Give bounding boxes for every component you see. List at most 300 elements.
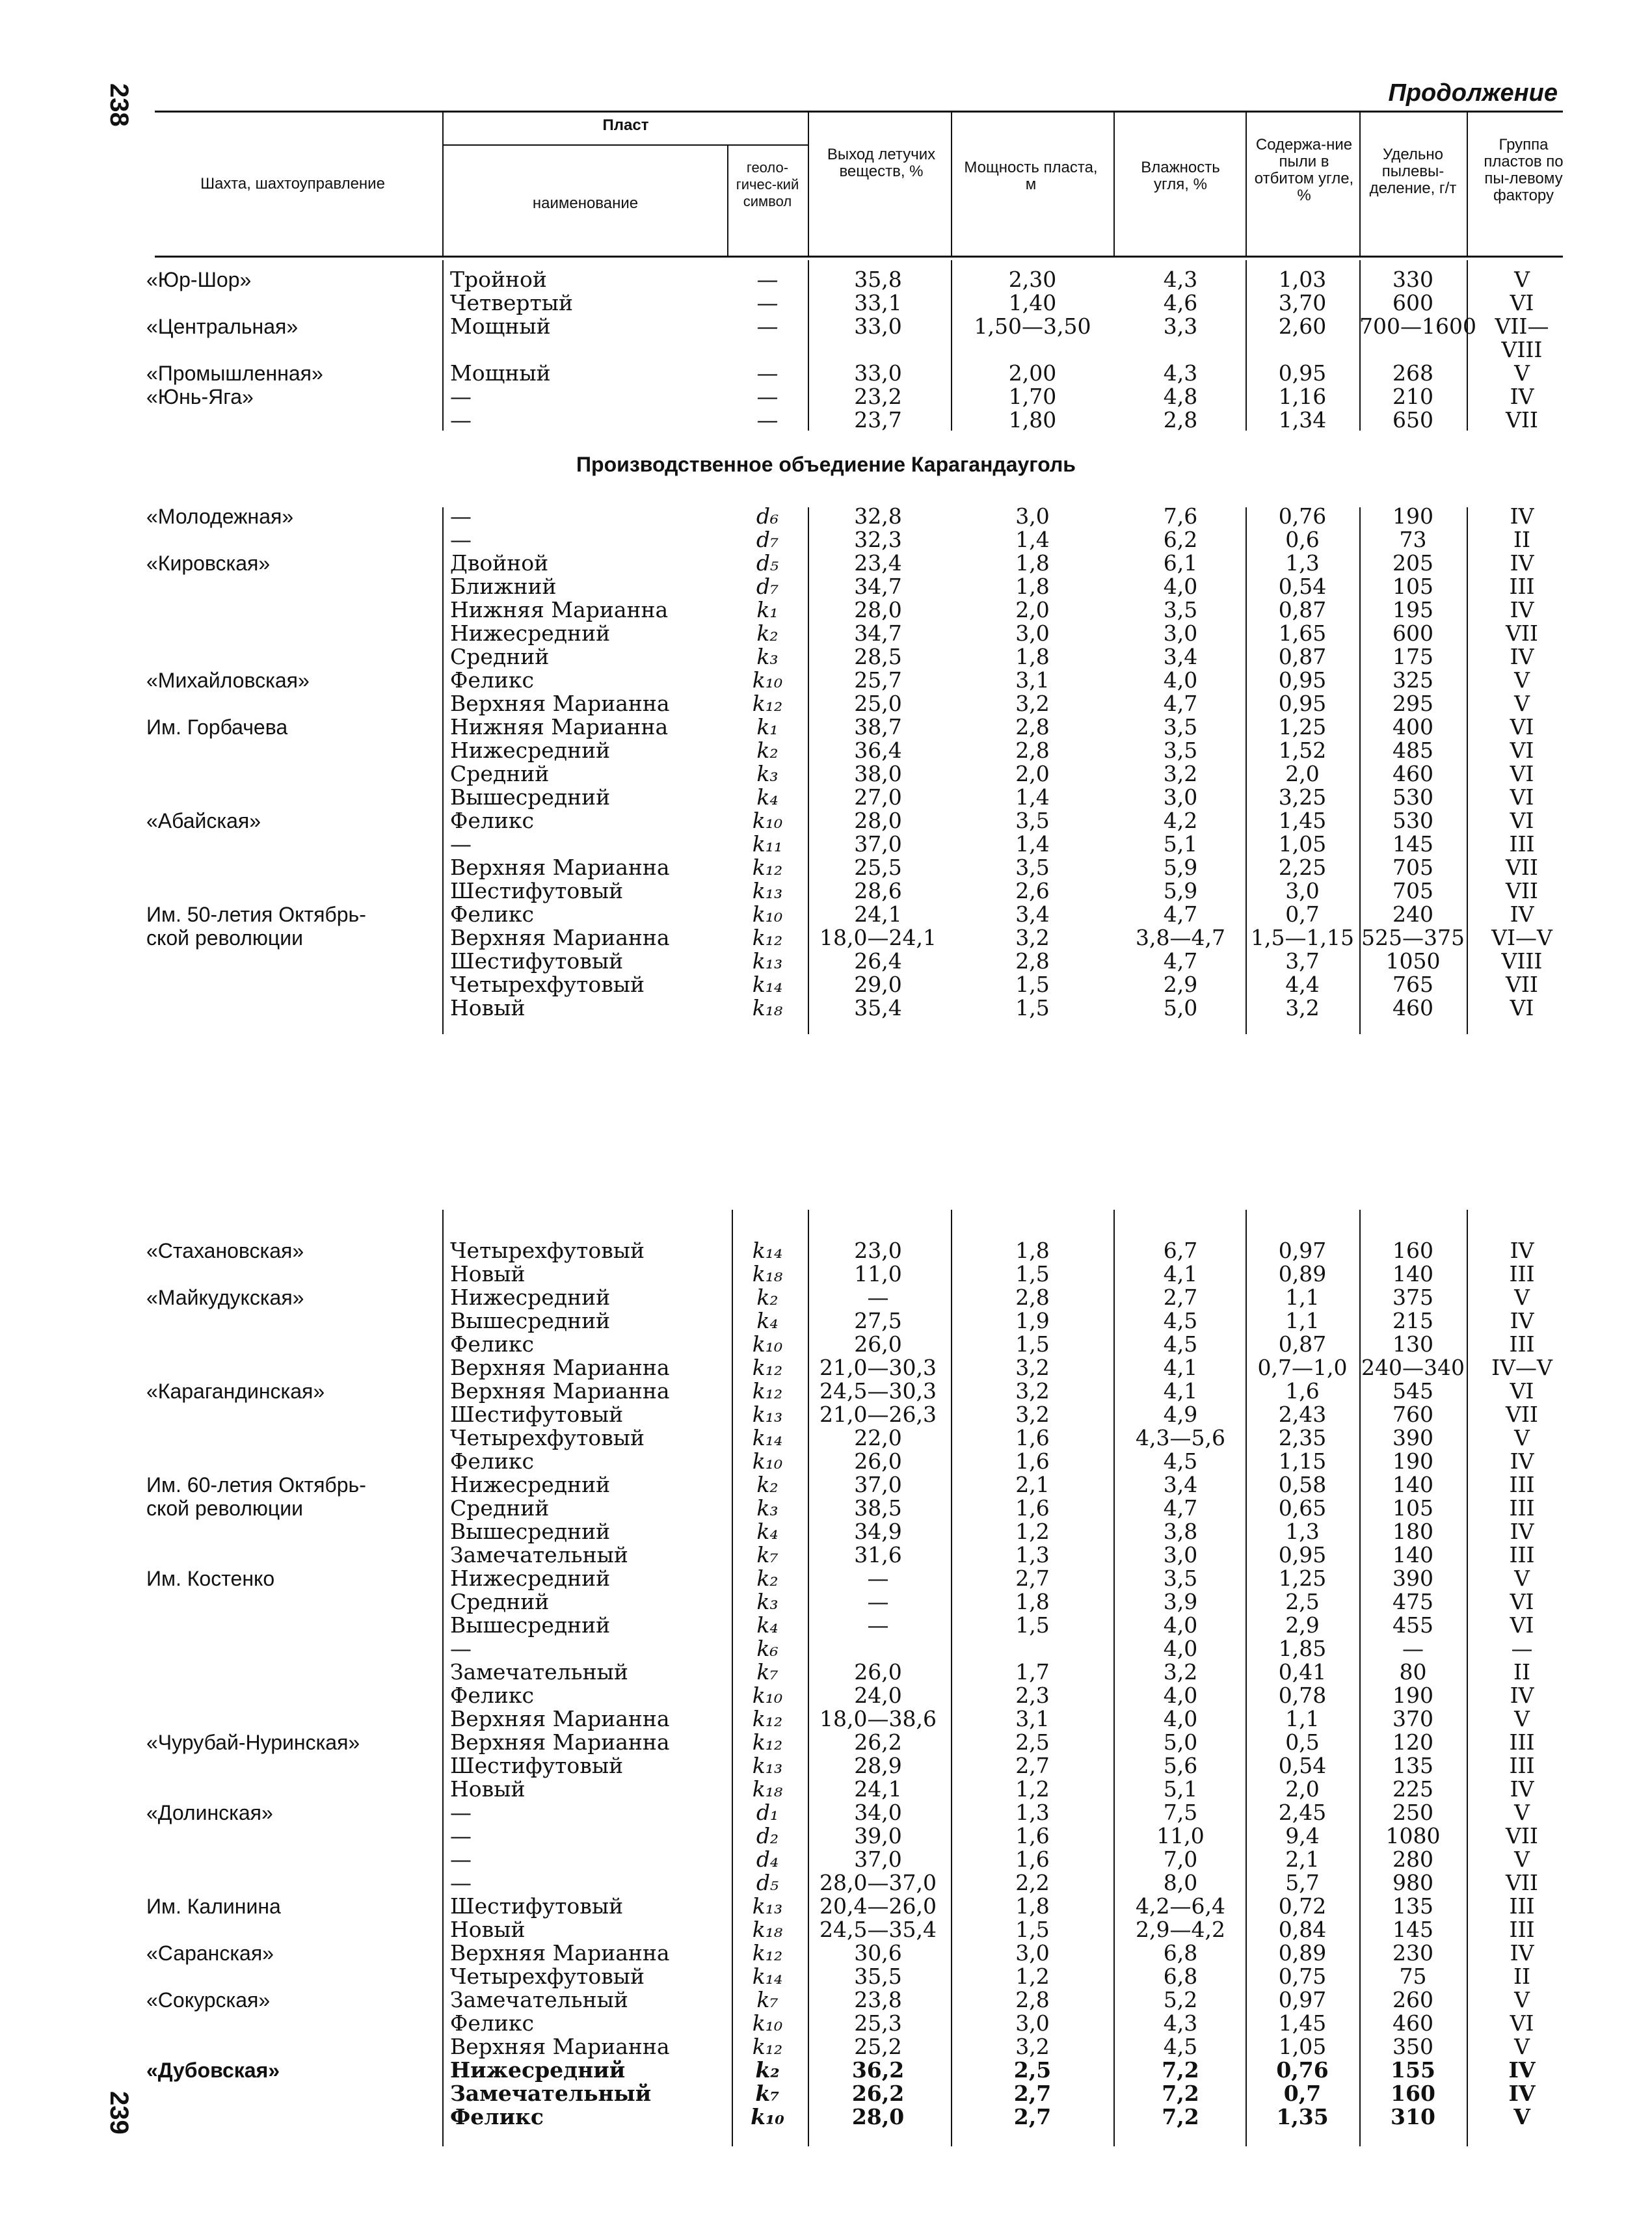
cell-v4: 3,7 [1285,948,1320,974]
cell-name: Шестифутовый [450,948,624,974]
cell-v3: 3,5 [1163,714,1198,740]
cell-v1: 23,0 [854,1238,902,1263]
cell-v5: — [1402,1636,1424,1661]
cell-name: Двойной [450,550,549,576]
cell-v3: 4,0 [1163,1706,1198,1731]
cell-name: Феликс [450,1331,534,1357]
cell-v5: 105 [1392,574,1433,599]
page-number-top: 238 [105,83,133,127]
cell-v3: 4,2 [1163,808,1198,833]
cell-v6: III [1509,1261,1535,1287]
table-row [0,1450,1652,1473]
cell-name: Нижняя Марианна [450,714,669,740]
cell-v6: II [1513,527,1531,552]
cell-v1: 35,5 [854,1964,902,1989]
cell-v4: 0,58 [1278,1472,1327,1497]
cell-v2: 1,5 [1015,995,1050,1020]
cell-v1: 25,3 [854,2010,902,2036]
header-top-rule [155,111,1563,113]
cell-v1: 25,2 [854,2034,902,2059]
cell-v6: IV—V [1491,1355,1552,1380]
cell-shaft: «Стахановская» [146,1239,304,1262]
cell-v5: 160 [1392,1238,1433,1263]
cell-v6: V [1514,1425,1530,1450]
continuation-label: Продолжение [1388,79,1558,107]
cell-v3: 7,5 [1163,1800,1198,1825]
cell-v5: 460 [1392,2010,1433,2036]
table-row [0,1520,1652,1543]
cell-v1: 18,0—24,1 [819,925,937,950]
table-row [0,2105,1652,2129]
cell-v4: 1,25 [1278,714,1327,740]
cell-sym: — [756,267,779,292]
cell-v2: 2,8 [1015,1987,1050,2012]
cell-v5: 280 [1392,1847,1433,1872]
header-geo-symbol: геоло-гичес-кий символ [736,159,799,209]
cell-name: Шестифутовый [450,878,624,903]
cell-sym: k₁₂ [752,855,783,880]
table-row [0,856,1652,879]
cell-v1: 24,5—30,3 [819,1378,937,1404]
cell-v1: 36,4 [854,738,902,763]
header-specific: Удельно пылевы-деление, г/т [1369,146,1457,197]
cell-v1: 25,5 [854,855,902,880]
cell-shaft: Им. Калинина [146,1895,281,1918]
header-moisture: Влажность угля, % [1141,159,1220,193]
cell-v5: 140 [1392,1542,1433,1567]
cell-v1: 24,5—35,4 [819,1917,937,1942]
cell-sym: k₃ [756,1589,779,1614]
cell-name: Четырехфутовый [450,1238,645,1263]
cell-shaft: Им. Горбачева [146,715,288,739]
header-col-divider [1467,111,1468,256]
cell-v3: 4,9 [1163,1402,1198,1427]
cell-shaft: ской революции [146,926,303,950]
cell-name: Новый [450,1776,526,1802]
cell-v1: 28,0 [851,2104,905,2129]
cell-name: Нижесредний [450,738,611,763]
cell-v1: 22,0 [854,1425,902,1450]
table-row [0,762,1652,786]
cell-v6: VI [1510,995,1534,1020]
cell-v3: 3,4 [1163,1472,1198,1497]
cell-sym: k₁₁ [752,831,783,857]
table-row [0,598,1652,622]
cell-sym: d₂ [756,1823,779,1848]
cell-v1: 28,0—37,0 [819,1870,937,1895]
cell-v6: IV [1508,2057,1536,2083]
cell-sym: k₁₈ [752,995,783,1020]
cell-v2: 1,2 [1015,1776,1050,1802]
cell-v2: 1,8 [1015,1893,1050,1919]
cell-v4: 0,95 [1278,667,1327,693]
cell-v1: 21,0—30,3 [819,1355,937,1380]
cell-v5: 350 [1392,2034,1433,2059]
cell-sym: k₁₀ [752,808,783,833]
cell-name: Верхняя Марианна [450,1706,670,1731]
cell-v4: 3,70 [1278,290,1327,315]
table-row [0,1824,1652,1848]
cell-v4: 0,76 [1276,2057,1329,2083]
cell-v4: 1,16 [1278,384,1327,409]
cell-v3: 4,0 [1163,574,1198,599]
cell-v3: 4,3 [1163,360,1198,386]
cell-v1: 37,0 [854,1472,902,1497]
cell-sym: d₁ [756,1800,779,1825]
cell-v4: 0,54 [1278,574,1327,599]
cell-v4: 0,87 [1278,597,1327,622]
table-row [0,385,1652,408]
cell-v6: IV [1508,2081,1536,2106]
cell-v3: 3,5 [1163,1566,1198,1591]
cell-v6: VII [1506,407,1538,433]
cell-v3: 4,5 [1163,1308,1198,1333]
cell-v6: IV [1510,1238,1534,1263]
cell-v3: 5,9 [1163,855,1198,880]
cell-name: — [450,1800,472,1825]
cell-v4: 2,0 [1285,761,1320,786]
cell-v1: 23,4 [854,550,902,576]
cell-name: Вышесредний [450,784,611,810]
cell-name: — [450,527,472,552]
cell-v2: 1,3 [1015,1542,1050,1567]
table-row [0,903,1652,926]
cell-sym: k₁₃ [752,1753,783,1778]
cell-v4: 0,89 [1278,1261,1327,1287]
table-row [0,1426,1652,1450]
table-row [0,1262,1652,1286]
cell-v5: 215 [1392,1308,1433,1333]
cell-v4: 0,76 [1278,503,1327,529]
cell-v6: V [1514,1285,1530,1310]
cell-v1: 35,8 [854,267,902,292]
cell-v2: 1,4 [1015,784,1050,810]
cell-v2: 3,2 [1015,925,1050,950]
cell-v3: 6,2 [1163,527,1198,552]
cell-sym: k₁₄ [752,972,783,997]
cell-shaft: ской революции [146,1497,303,1520]
cell-name: Четвертый [450,290,574,315]
cell-v4: 1,65 [1278,620,1327,646]
cell-v4: 1,45 [1278,2010,1327,2036]
section-title: Производственное объедиение Карагандауголь [576,453,1076,476]
cell-v2: 1,8 [1015,1238,1050,1263]
cell-v2: 3,0 [1015,2010,1050,2036]
seam-header-rule [444,144,808,146]
cell-v3: 3,0 [1163,620,1198,646]
cell-v2: 1,5 [1015,1331,1050,1357]
cell-sym: k₄ [756,784,779,810]
table-row [0,1965,1652,1988]
header-group: Группа пластов по пы-левому фактору [1484,136,1564,204]
cell-v4: 1,5—1,15 [1251,925,1354,950]
cell-v2: 3,2 [1015,691,1050,716]
cell-v4: 0,7 [1285,901,1320,927]
cell-v2: 2,7 [1013,2104,1052,2129]
cell-v2: 2,0 [1015,761,1050,786]
cell-v4: 2,0 [1285,1776,1320,1802]
cell-v3: 4,2—6,4 [1136,1893,1225,1919]
cell-v6: III [1509,1472,1535,1497]
cell-v6: III [1509,1893,1535,1919]
table-row [0,1286,1652,1309]
cell-sym: k₁₄ [752,1425,783,1450]
cell-v3: 4,1 [1163,1378,1198,1404]
cell-v5: 700—1600 [1359,313,1476,339]
cell-v6: III [1509,574,1535,599]
cell-v3: 3,4 [1163,644,1198,669]
table-row [0,879,1652,903]
cell-v4: 2,9 [1285,1612,1320,1638]
cell-v5: 135 [1392,1753,1433,1778]
cell-v1: 25,0 [854,691,902,716]
cell-v4: 0,41 [1278,1659,1327,1685]
cell-v1: 29,0 [854,972,902,997]
cell-v1: 21,0—26,3 [819,1402,937,1427]
cell-v5: 268 [1392,360,1433,386]
cell-v2: 3,5 [1015,855,1050,880]
cell-v1: 34,7 [854,574,902,599]
cell-sym: k₁₈ [752,1917,783,1942]
cell-name: Мощный [450,313,551,339]
cell-v6: VI [1510,1612,1534,1638]
cell-v6: — [1511,1636,1533,1661]
cell-v4: 1,35 [1276,2104,1329,2129]
cell-v3: 7,2 [1162,2057,1199,2083]
cell-v6: III [1509,1917,1535,1942]
cell-v4: 0,6 [1285,527,1320,552]
cell-sym: k₁₂ [752,2034,783,2059]
cell-v5: 475 [1392,1589,1433,1614]
cell-v2: 1,8 [1015,1589,1050,1614]
cell-v1: 35,4 [854,995,902,1020]
cell-name: Верхняя Марианна [450,1378,670,1404]
cell-v6: III [1509,1753,1535,1778]
cell-v5: 73 [1399,527,1427,552]
cell-name: — [450,1636,472,1661]
cell-name: Средний [450,1589,550,1614]
cell-sym: k₄ [756,1519,779,1544]
cell-v3: 6,7 [1163,1238,1198,1263]
cell-sym: k₁ [756,714,779,740]
cell-sym: k₁₃ [752,878,783,903]
cell-name: Мощный [450,360,551,386]
cell-sym: k₂ [756,1566,779,1591]
cell-v3: 7,2 [1162,2081,1199,2106]
cell-v6: VII [1506,620,1538,646]
cell-name: Четырехфутовый [450,972,645,997]
cell-v6: VIII [1501,948,1543,974]
table-block-3 [0,1239,1652,2129]
cell-v1: 26,0 [854,1331,902,1357]
cell-v2: 2,7 [1015,1566,1050,1591]
cell-shaft: «Юр-Шор» [146,268,252,291]
cell-v1: 33,1 [854,290,902,315]
table-row [0,692,1652,715]
cell-sym: k₁₀ [752,667,783,693]
cell-v1: 26,4 [854,948,902,974]
cell-v5: 485 [1392,738,1433,763]
cell-sym: k₇ [756,1987,779,2012]
table-row [0,268,1652,291]
cell-v6: VI [1510,761,1534,786]
cell-name: Верхняя Марианна [450,1729,670,1755]
cell-v3: 4,1 [1163,1355,1198,1380]
cell-v1: 31,6 [854,1542,902,1567]
cell-v5: 210 [1392,384,1433,409]
cell-v5: 250 [1392,1800,1433,1825]
cell-v6: V [1514,667,1530,693]
cell-v4: 0,95 [1278,1542,1327,1567]
cell-v6: VI [1510,784,1534,810]
cell-v3: 4,7 [1163,948,1198,974]
table-row [0,715,1652,739]
cell-v1: 34,7 [854,620,902,646]
cell-v3: 7,0 [1163,1847,1198,1872]
table-row [0,950,1652,973]
cell-v2: 3,1 [1015,1706,1050,1731]
cell-name: Верхняя Марианна [450,691,670,716]
cell-v1: 26,0 [854,1659,902,1685]
cell-v4: 0,87 [1278,1331,1327,1357]
cell-v3: 4,7 [1163,691,1198,716]
cell-v5: 105 [1392,1495,1433,1521]
table-row [0,1403,1652,1426]
cell-v4: 1,05 [1278,2034,1327,2059]
table-row [0,669,1652,692]
table-row [0,552,1652,575]
cell-v2: 1,6 [1015,1823,1050,1848]
cell-name: Феликс [450,808,534,833]
cell-v5: 460 [1392,995,1433,1020]
header-seam: Пласт [602,116,649,134]
cell-sym: k₄ [756,1612,779,1638]
cell-sym: k₂ [756,738,779,763]
cell-v3: 5,1 [1163,831,1198,857]
cell-v1: — [867,1285,889,1310]
table-row [0,1918,1652,1941]
cell-v3: 6,8 [1163,1964,1198,1989]
cell-v2: 1,40 [1008,290,1057,315]
cell-v5: 400 [1392,714,1433,740]
cell-sym: — [756,313,779,339]
cell-sym: k₂ [756,1285,779,1310]
cell-sym: k₁₂ [752,925,783,950]
cell-name: — [450,831,472,857]
cell-v3: 2,7 [1163,1285,1198,1310]
cell-v1: 28,6 [854,878,902,903]
table-row [0,2059,1652,2082]
cell-sym: k₁₄ [752,1238,783,1263]
cell-name: Замечательный [450,1659,628,1685]
cell-v2: 1,8 [1015,574,1050,599]
cell-name: — [450,407,472,433]
cell-v6: V [1513,2104,1530,2129]
cell-v4: 2,1 [1285,1847,1320,1872]
cell-v2: 2,00 [1008,360,1057,386]
cell-v6: IV [1510,1308,1534,1333]
cell-v1: 39,0 [854,1823,902,1848]
cell-v5: 530 [1392,784,1433,810]
cell-v5: 140 [1392,1472,1433,1497]
cell-v1: 28,5 [854,644,902,669]
cell-sym: d₇ [756,527,779,552]
cell-sym: k₁₂ [752,1940,783,1966]
cell-sym: — [756,384,779,409]
cell-name: Вышесредний [450,1308,611,1333]
cell-v6: VII [1506,855,1538,880]
cell-sym: k₁₃ [752,1402,783,1427]
table-row [0,1707,1652,1731]
table-row [0,362,1652,385]
cell-v1: 23,7 [854,407,902,433]
cell-v4: 1,3 [1285,550,1320,576]
table-row [0,1778,1652,1801]
header-col-divider [1359,111,1361,256]
table-block-1 [0,268,1652,432]
table-row [0,2035,1652,2059]
page-number-bottom: 239 [105,2091,133,2135]
cell-v6: III [1509,1729,1535,1755]
cell-v3: 3,3 [1163,313,1198,339]
cell-v5: 240—340 [1361,1355,1465,1380]
cell-v4: 2,60 [1278,313,1327,339]
cell-v1: 33,0 [854,360,902,386]
cell-v4: 1,3 [1285,1519,1320,1544]
cell-v4: 0,78 [1278,1683,1327,1708]
cell-v4: 0,89 [1278,1940,1327,1966]
cell-sym: k₁₃ [752,948,783,974]
cell-v1: — [867,1612,889,1638]
cell-v5: 325 [1392,667,1433,693]
cell-v3: 4,5 [1163,1331,1198,1357]
table-row [0,1497,1652,1520]
cell-name: Новый [450,1917,526,1942]
cell-sym: k₁₀ [752,1683,783,1708]
cell-name: Замечательный [450,2081,652,2106]
cell-v1: 34,0 [854,1800,902,1825]
cell-v4: 1,45 [1278,808,1327,833]
table-row [0,1473,1652,1497]
cell-name: Четырехфутовый [450,1425,645,1450]
cell-name: Нижесредний [450,620,611,646]
cell-v1: 36,2 [851,2057,905,2083]
cell-sym: — [756,290,779,315]
cell-v1: 28,0 [854,597,902,622]
cell-name: — [450,1870,472,1895]
cell-sym: k₁₀ [751,2104,784,2129]
cell-v2: 2,5 [1013,2057,1052,2083]
cell-v5: 1080 [1385,1823,1441,1848]
cell-v2: 3,1 [1015,667,1050,693]
cell-v5: 260 [1392,1987,1433,2012]
cell-v4: 0,54 [1278,1753,1327,1778]
cell-sym: d₇ [756,574,779,599]
cell-v2: 1,2 [1015,1519,1050,1544]
cell-name: Верхняя Марианна [450,2034,670,2059]
cell-v5: 195 [1392,597,1433,622]
cell-v4: 1,34 [1278,407,1327,433]
cell-shaft: «Юнь-Яга» [146,385,254,408]
cell-v1: 20,4—26,0 [819,1893,937,1919]
table-row [0,1590,1652,1614]
cell-v6: VI [1510,1589,1534,1614]
header-dust: Содержа-ние пыли в отбитом угле, % [1254,136,1354,204]
cell-v6: V [1514,1566,1530,1591]
cell-v2: 3,0 [1015,620,1050,646]
cell-sym: k₄ [756,1308,779,1333]
cell-v3: 5,9 [1163,878,1198,903]
